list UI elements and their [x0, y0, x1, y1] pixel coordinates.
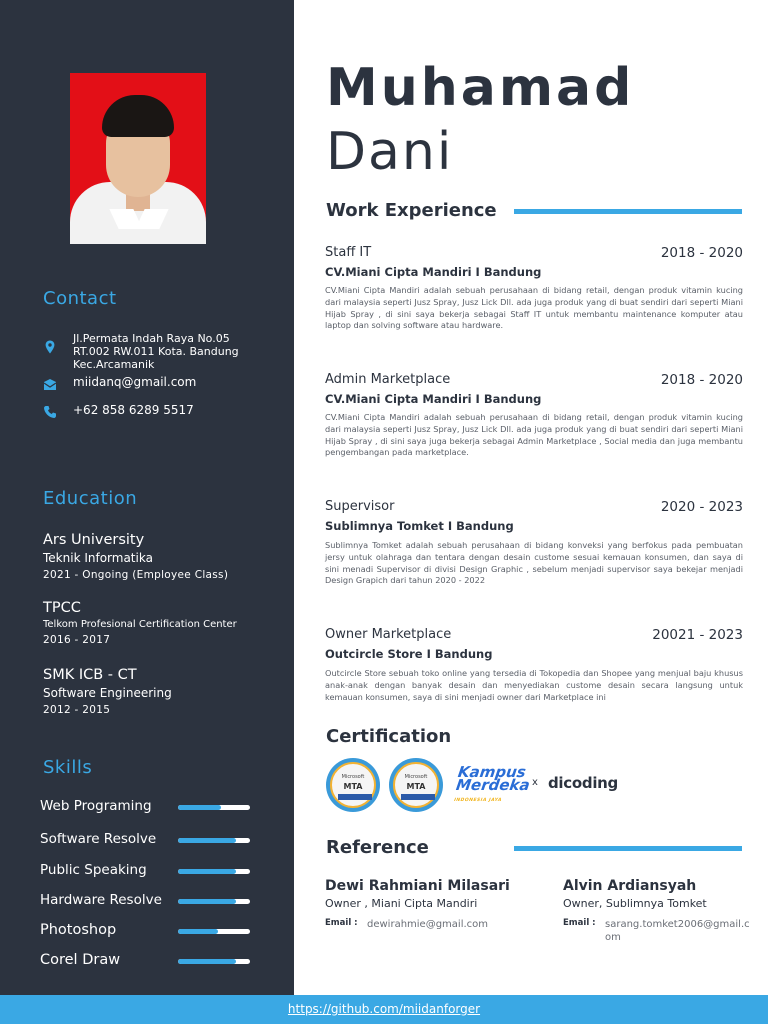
job-company: Sublimnya Tomket I Bandung [325, 519, 514, 533]
kampus-logo-tag: INDONESIA JAYA [453, 798, 503, 803]
skill-name: Hardware Resolve [40, 892, 162, 908]
mta-badge-inner [330, 762, 376, 808]
heading-divider [514, 209, 742, 214]
job-company: CV.Miani Cipta Mandiri I Bandung [325, 392, 542, 406]
job-description: CV.Miani Cipta Mandiri adalah sebuah perusahaan di bidang retail, dengan produk vitamin kucing dari malaysia seperti Jusz Spray, Jusz Lick Dll. ada juga produk yang di buat sendiri dari seperti Miani Hijab Spray , di sini saya bekerja sebagai Staff IT untuk membantu maintenance komputer atau laptop dan solving software atau hardware. [325, 285, 743, 331]
job-description: Outcircle Store sebuah toko online yang tersedia di Tokopedia dan Shopee yang menjual baju khusus anak-anak dengan banyak desain dan menyediakan custome desain secara langsung untuk kemauan konsumen, saya di sini menjadi owner dari Marketplace ini [325, 668, 743, 702]
job-title: Supervisor [325, 499, 395, 514]
heading-divider [514, 846, 742, 851]
email-text[interactable]: miidanq@gmail.com [73, 375, 197, 389]
mail-icon [43, 378, 57, 392]
work-experience-heading: Work Experience [326, 200, 497, 221]
education-school: Ars University [43, 532, 145, 548]
skill-name: Public Speaking [40, 862, 147, 878]
education-program: Telkom Profesional Certification Center [43, 619, 237, 630]
job-years: 2018 - 2020 [660, 372, 743, 388]
education-item [43, 532, 283, 581]
reference-email[interactable]: dewirahmie@gmail.com [367, 919, 489, 930]
mta-badge-label: MTA [343, 782, 363, 791]
reference-name: Alvin Ardiansyah [563, 878, 697, 894]
education-item [43, 600, 283, 646]
skill-bar [178, 805, 250, 810]
education-years: 2016 - 2017 [43, 634, 111, 646]
skills-heading: Skills [43, 757, 93, 778]
education-school: TPCC [43, 600, 81, 616]
skill-bar [178, 838, 250, 843]
contact-address [43, 332, 283, 372]
reference-heading: Reference [326, 837, 429, 858]
skill-bar [178, 899, 250, 904]
kampus-logo-line1: Kampus [456, 763, 528, 781]
reference-email[interactable]: sarang.tomket2006@gmail.com [605, 919, 750, 943]
education-item [43, 667, 283, 716]
mta-badge-vendor: Microsoft [341, 774, 365, 780]
skill-item [40, 922, 252, 940]
mta-badge-icon [389, 758, 443, 812]
certification-heading: Certification [326, 726, 452, 747]
skill-level-fill [178, 805, 221, 810]
reference-email-label: Email : [563, 918, 596, 928]
dicoding-logo: dicoding [548, 774, 618, 792]
phone-icon [43, 405, 57, 419]
skill-level-fill [178, 838, 236, 843]
name-first: Muhamad [326, 58, 635, 118]
reference-role: Owner, Sublimnya Tomket [563, 897, 707, 910]
profile-photo [70, 73, 206, 244]
skill-item [40, 952, 252, 970]
job-years: 2018 - 2020 [660, 245, 743, 261]
job-title: Admin Marketplace [325, 372, 451, 387]
job-company: CV.Miani Cipta Mandiri I Bandung [325, 265, 542, 279]
education-program: Software Engineering [43, 686, 172, 700]
skill-bar [178, 929, 250, 934]
job-title: Staff IT [325, 245, 372, 260]
times-separator: x [532, 777, 538, 788]
mta-badge-vendor: Microsoft [404, 774, 428, 780]
skill-name: Photoshop [40, 922, 117, 938]
skill-name: Corel Draw [40, 952, 121, 968]
education-school: SMK ICB - CT [43, 667, 137, 683]
job-description: Sublimnya Tomket adalah sebuah perusahaan di bidang konveksi yang berfokus pada pembuatan jersy untuk olahraga dan tentara dengan desain custome sesuai kemauan konsumen, dan saya di sini menadi Supervisor di divisi Design Graphic , sebelum menjadi supervisor saya bekejar menjadi Design Grapich dari tahun 2020 - 2022 [325, 540, 743, 586]
skill-level-fill [178, 929, 218, 934]
education-program: Teknik Informatika [43, 551, 153, 565]
reference-email-label: Email : [325, 918, 358, 928]
skill-item [40, 862, 252, 880]
mta-badge-band [401, 794, 435, 800]
education-years: 2021 - Ongoing (Employee Class) [43, 569, 229, 581]
kampus-logo-line2: Merdeka [454, 776, 531, 794]
footer-bar [0, 995, 768, 1024]
skill-level-fill [178, 869, 236, 874]
job-title: Owner Marketplace [325, 627, 452, 642]
mta-badge-inner [393, 762, 439, 808]
education-heading: Education [43, 488, 138, 509]
contact-heading: Contact [43, 288, 117, 309]
job-years: 2020 - 2023 [660, 499, 743, 515]
sidebar [0, 0, 294, 995]
github-link[interactable]: https://github.com/miidanforger [287, 1002, 481, 1016]
skill-level-fill [178, 959, 236, 964]
skill-name: Web Programing [40, 798, 152, 814]
education-years: 2012 - 2015 [43, 704, 111, 716]
phone-text[interactable]: +62 858 6289 5517 [73, 403, 194, 417]
mta-badge-icon [326, 758, 380, 812]
skill-bar [178, 959, 250, 964]
name-last: Dani [326, 122, 454, 182]
skill-item [40, 892, 252, 910]
contact-email [43, 376, 283, 392]
job-company: Outcircle Store I Bandung [325, 647, 493, 661]
photo-hair [102, 95, 174, 137]
contact-phone [43, 404, 283, 420]
skill-name: Software Resolve [40, 831, 157, 847]
reference-card [563, 878, 753, 943]
job-years: 20021 - 2023 [652, 627, 743, 643]
skill-level-fill [178, 899, 236, 904]
skill-item [40, 831, 252, 849]
skill-bar [178, 869, 250, 874]
reference-role: Owner , Miani Cipta Mandiri [325, 897, 478, 910]
address-text: Jl.Permata Indah Raya No.05 RT.002 RW.011 Kota. Bandung Kec.Arcamanik [73, 332, 239, 371]
mta-badge-band [338, 794, 372, 800]
kampus-merdeka-logo [453, 763, 532, 807]
job-description: CV.Miani Cipta Mandiri adalah sebuah perusahaan di bidang retail, dengan produk vitamin kucing dari malaysia seperti Jusz Spray, Jusz Lick Dll. ada juga produk yang di buat sendiri dari seperti Miani Hijab Spray , di sini saya juga bekerja sebagai Admin Marketplace , Social media dan juga membantu pengembangan pada marketplace. [325, 412, 743, 458]
reference-name: Dewi Rahmiani Milasari [325, 878, 510, 894]
mta-badge-label: MTA [406, 782, 426, 791]
location-pin-icon [43, 340, 57, 354]
reference-card [325, 878, 515, 930]
skill-item [40, 798, 252, 816]
